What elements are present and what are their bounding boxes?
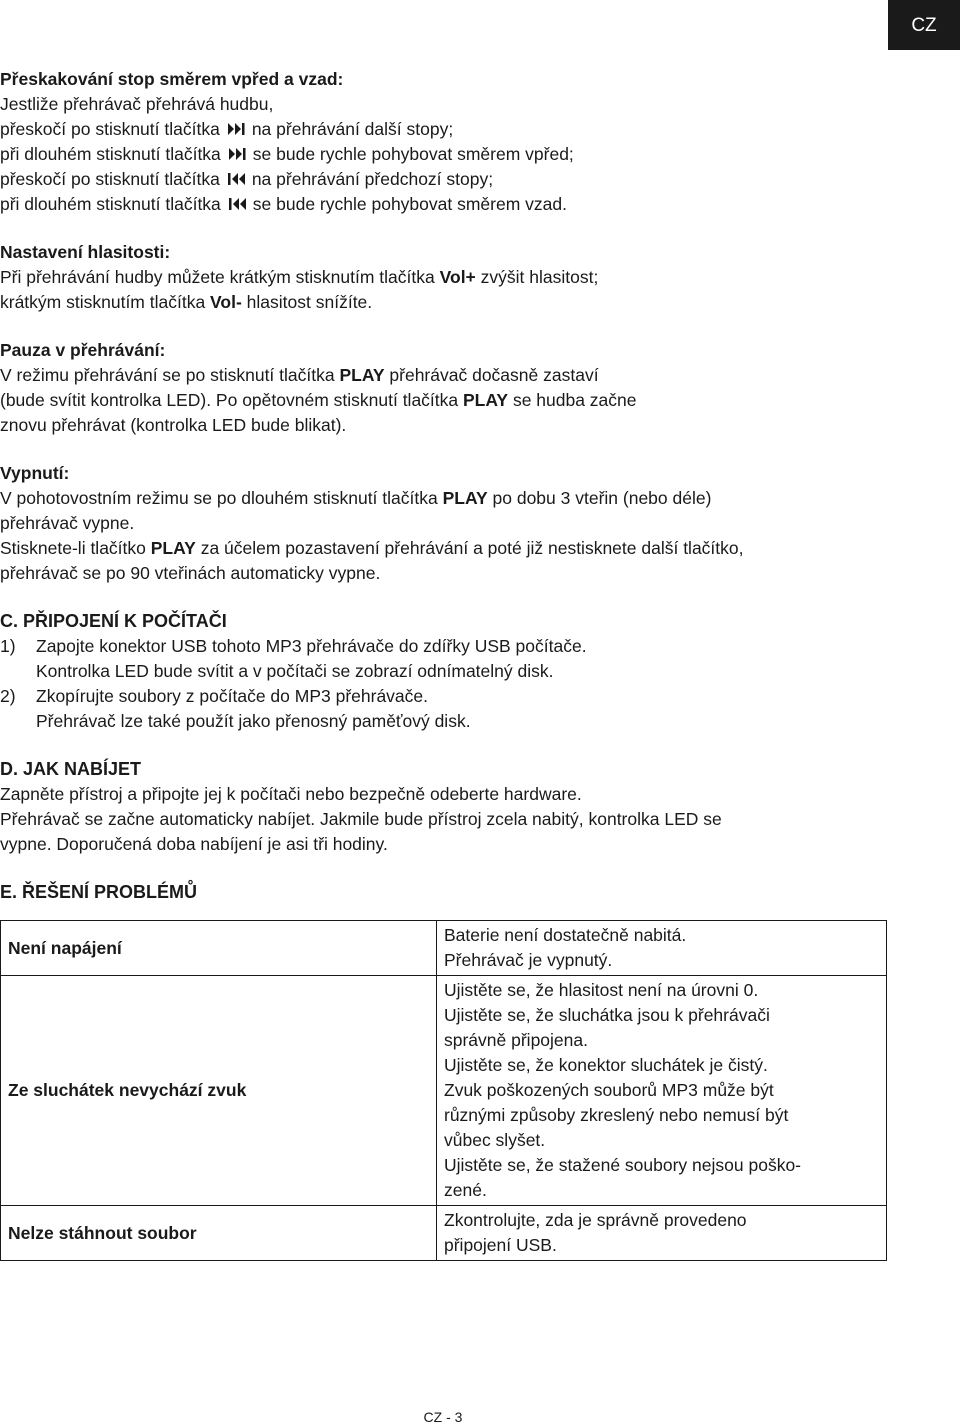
- skip-section: [0, 67, 900, 217]
- solution-line: Zkontrolujte, zda je správně provedeno: [444, 1210, 747, 1230]
- skip-forward-icon: [226, 121, 248, 137]
- troubleshooting-table: [0, 920, 887, 1261]
- skip-back-icon: [227, 196, 249, 212]
- charging-section: [0, 757, 900, 857]
- list-item-text: Zkopírujte soubory z počítače do MP3 přehrávače.: [36, 686, 429, 706]
- volume-line-1: [0, 265, 900, 290]
- list-item: [0, 684, 900, 709]
- skip-line-3: [0, 142, 900, 167]
- pause-line-1: [0, 363, 900, 388]
- skip-line-5: [0, 192, 900, 217]
- table-row: [1, 976, 887, 1206]
- power-off-line-1-text: V pohotovostním režimu se po dlouhém stisknutí tlačítka: [0, 488, 443, 508]
- solution-line: Ujistěte se, že konektor sluchátek je čistý.: [444, 1055, 768, 1075]
- pause-line-2-end: se hudba začne: [508, 390, 637, 410]
- problem-cell: Ze sluchátek nevychází zvuk: [1, 976, 437, 1206]
- pause-line-1-end: přehrávač dočasně zastaví: [384, 365, 599, 385]
- language-tab: CZ: [888, 0, 960, 50]
- skip-line-1: Jestliže přehrávač přehrává hudbu,: [0, 94, 274, 114]
- skip-line-4: [0, 167, 900, 192]
- solution-line: různými způsoby zkreslený nebo nemusí být: [444, 1105, 789, 1125]
- problem-cell: Nelze stáhnout soubor: [1, 1206, 437, 1261]
- list-number: 2): [0, 686, 16, 706]
- list-item-subtext: Kontrolka LED bude svítit a v počítači se zobrazí odnímatelný disk.: [36, 661, 554, 681]
- solution-line: připojení USB.: [444, 1235, 557, 1255]
- charging-line-1: Zapněte přístroj a připojte jej k počítači nebo bezpečně odeberte hardware.: [0, 784, 582, 804]
- solution-cell: [437, 921, 887, 976]
- volume-heading: Nastavení hlasitosti:: [0, 242, 171, 262]
- pause-line-3: znovu přehrávat (kontrolka LED bude blikat).: [0, 415, 347, 435]
- list-item-text: Zapojte konektor USB tohoto MP3 přehrávače do zdířky USB počítače.: [36, 636, 587, 656]
- skip-line-2: [0, 117, 900, 142]
- table-row: [1, 1206, 887, 1261]
- solution-line: Baterie není dostatečně nabitá.: [444, 925, 687, 945]
- skip-line-3-start: při dlouhém stisknutí tlačítka: [0, 144, 221, 164]
- skip-line-2-start: přeskočí po stisknutí tlačítka: [0, 119, 220, 139]
- skip-forward-icon: [227, 146, 249, 162]
- play-label: PLAY: [339, 365, 385, 385]
- solution-line: Ujistěte se, že stažené soubory nejsou poško-: [444, 1155, 801, 1175]
- power-off-line-1: [0, 486, 900, 511]
- volume-section: [0, 240, 900, 315]
- list-number: 1): [0, 636, 16, 656]
- table-row: [1, 921, 887, 976]
- pause-line-2-text: (bude svítit kontrolka LED). Po opětovném stisknutí tlačítka: [0, 390, 463, 410]
- pause-section: [0, 338, 900, 438]
- skip-line-4-end: na přehrávání předchozí stopy;: [251, 169, 494, 189]
- troubleshooting-section: [0, 880, 900, 905]
- power-off-heading: Vypnutí:: [0, 463, 70, 483]
- power-off-line-4: přehrávač se po 90 vteřinách automaticky vypne.: [0, 563, 381, 583]
- volume-line-1-text: Při přehrávání hudby můžete krátkým stisknutím tlačítka: [0, 267, 440, 287]
- volume-line-1-end: zvýšit hlasitost;: [475, 267, 599, 287]
- skip-heading: Přeskakování stop směrem vpřed a vzad:: [0, 69, 344, 89]
- volume-line-2-end: hlasitost snížíte.: [241, 292, 373, 312]
- solution-line: Ujistěte se, že hlasitost není na úrovni 0.: [444, 980, 759, 1000]
- power-off-line-1-end: po dobu 3 vteřin (nebo déle): [487, 488, 712, 508]
- manual-content: [0, 67, 900, 905]
- computer-section: [0, 609, 900, 734]
- skip-line-2-end: na přehrávání další stopy;: [251, 119, 454, 139]
- troubleshooting-heading: E. ŘEŠENÍ PROBLÉMŮ: [0, 882, 198, 902]
- pause-line-1-text: V režimu přehrávání se po stisknutí tlačítka: [0, 365, 340, 385]
- play-label: PLAY: [463, 390, 509, 410]
- solution-cell: [437, 1206, 887, 1261]
- solution-line: zené.: [444, 1180, 487, 1200]
- power-off-section: [0, 461, 900, 586]
- play-label: PLAY: [150, 538, 196, 558]
- solution-line: Zvuk poškozených souborů MP3 může být: [444, 1080, 774, 1100]
- pause-heading: Pauza v přehrávání:: [0, 340, 166, 360]
- computer-heading: C. PŘIPOJENÍ K POČÍTAČI: [0, 611, 227, 631]
- volume-line-2: [0, 290, 900, 315]
- charging-heading: D. JAK NABÍJET: [0, 759, 142, 779]
- power-off-line-2: přehrávač vypne.: [0, 513, 135, 533]
- skip-line-5-end: se bude rychle pohybovat směrem vzad.: [252, 194, 567, 214]
- solution-line: Ujistěte se, že sluchátka jsou k přehrávači: [444, 1005, 770, 1025]
- problem-cell: Není napájení: [1, 921, 437, 976]
- solution-line: správně připojena.: [444, 1030, 588, 1050]
- list-item: [0, 634, 900, 659]
- volume-line-2-text: krátkým stisknutím tlačítka: [0, 292, 211, 312]
- skip-line-5-start: při dlouhém stisknutí tlačítka: [0, 194, 221, 214]
- skip-back-icon: [226, 171, 248, 187]
- skip-line-3-end: se bude rychle pohybovat směrem vpřed;: [252, 144, 574, 164]
- solution-cell: [437, 976, 887, 1206]
- skip-line-4-start: přeskočí po stisknutí tlačítka: [0, 169, 220, 189]
- solution-line: vůbec slyšet.: [444, 1130, 546, 1150]
- list-item-subtext: Přehrávač lze také použít jako přenosný paměťový disk.: [36, 711, 471, 731]
- solution-line: Přehrávač je vypnutý.: [444, 950, 613, 970]
- vol-plus-label: Vol+: [439, 267, 476, 287]
- charging-line-2: Přehrávač se začne automaticky nabíjet. Jakmile bude přístroj zcela nabitý, kontrolka LED se: [0, 809, 722, 829]
- power-off-line-3: [0, 536, 900, 561]
- charging-line-3: vypne. Doporučená doba nabíjení je asi tři hodiny.: [0, 834, 388, 854]
- power-off-line-3-end: za účelem pozastavení přehrávání a poté již nestisknete další tlačítko,: [195, 538, 744, 558]
- play-label: PLAY: [442, 488, 488, 508]
- page-number: CZ - 3: [423, 1409, 463, 1425]
- power-off-line-3-text: Stisknete-li tlačítko: [0, 538, 151, 558]
- pause-line-2: [0, 388, 900, 413]
- vol-minus-label: Vol-: [210, 292, 242, 312]
